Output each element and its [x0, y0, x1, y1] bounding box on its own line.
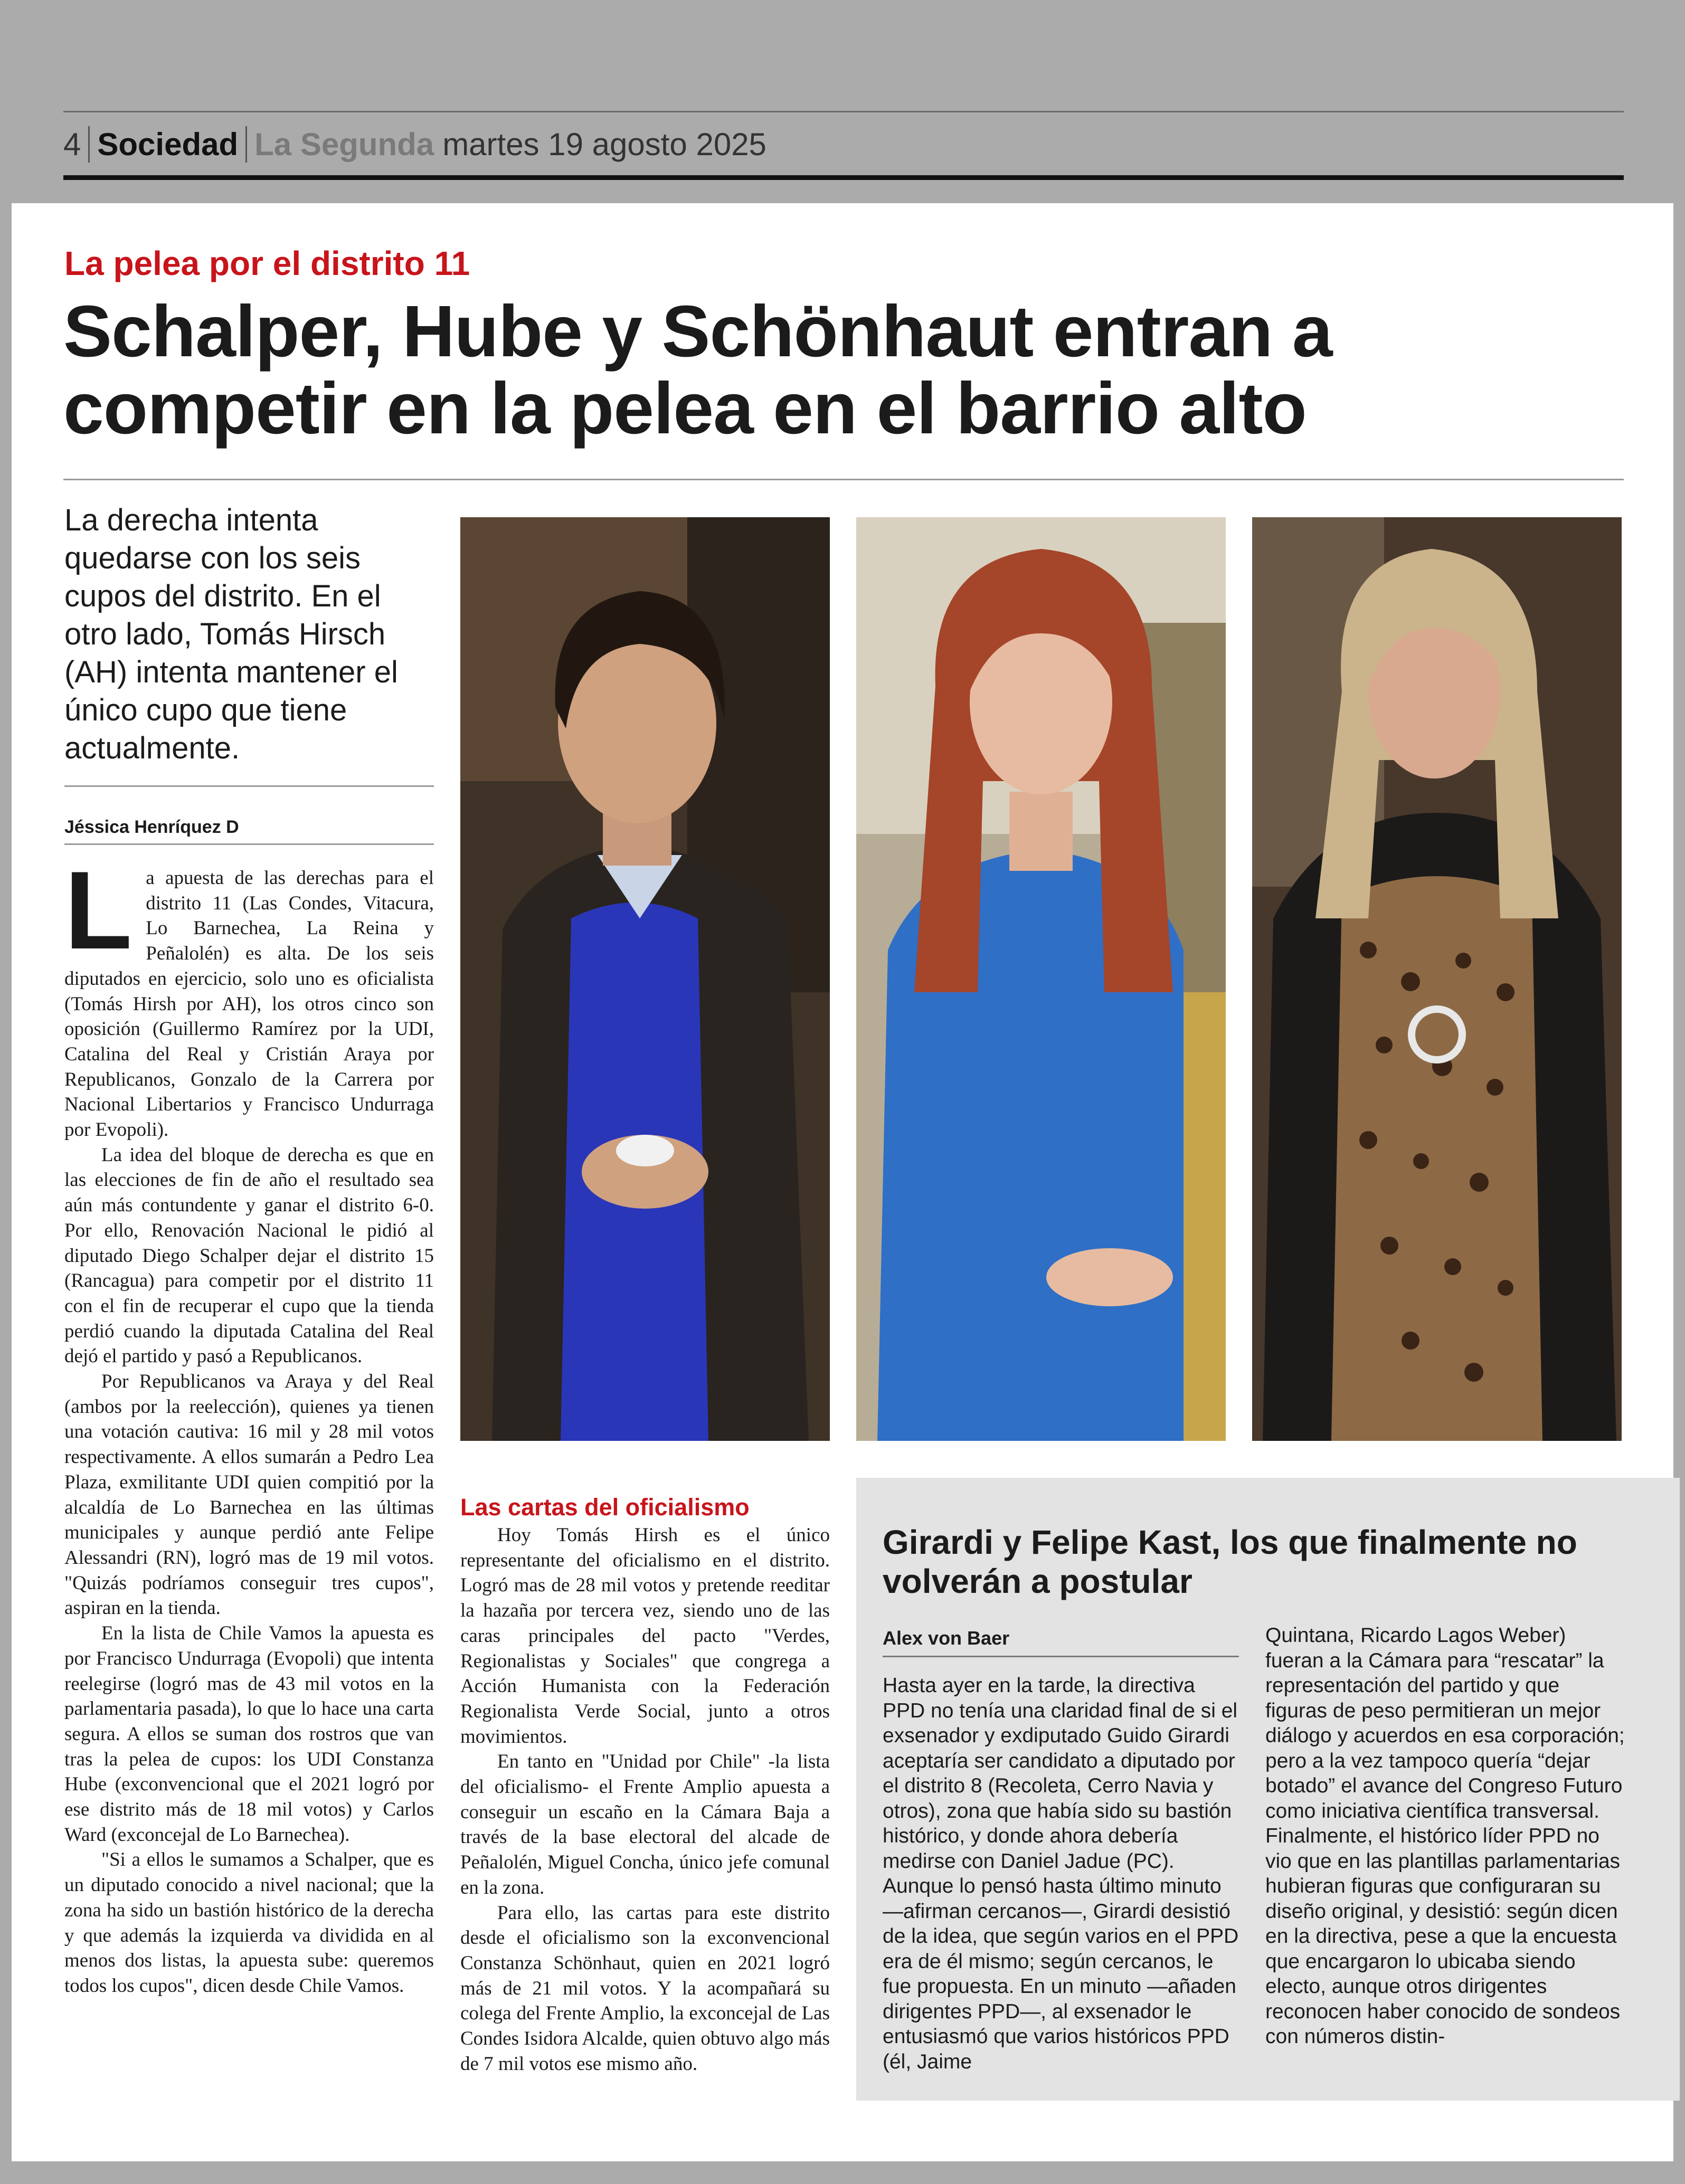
box-byline: Alex von Baer — [883, 1627, 1010, 1649]
article-headline: Schalper, Hube y Schönhaut entran a competir en la pelea en el barrio alto — [63, 291, 1332, 449]
page-number: 4 — [63, 126, 90, 163]
article-column-2 — [460, 1523, 830, 2076]
paragraph: En la lista de Chile Vamos la apuesta es por Francisco Undurraga (Evopoli) que intenta reelegirse (logró mas de 43 mil votos en la parlamentaria pasada), lo que lo hace una carta segura. A ellos se suman dos rostros que van tras la pelea de cupos: los UDI Constanza Hube (exconvencional que el 2021 logró por ese distrito más de 18 mil votos) y Carlos Ward (exconcejal de Lo Barnechea). — [64, 1622, 434, 1846]
header-bottom-rule — [63, 175, 1624, 180]
byline-rule — [64, 843, 434, 845]
paragraph: Finalmente, el histórico líder PPD no vio que en las plantillas parlamentarias hubieran figuras que configuraran su diseño original, y desistió: según dicen en la directiva, pese a que la encuesta que encargaron lo ubicaba siendo electo, aunque otros dirigentes reconocen haber conocido de sondeos con números distin- — [1265, 1825, 1621, 2048]
paragraph: La idea del bloque de derecha es que en las elecciones de fin de año el resultado sea aún más contundente y ganar el distrito 6-0. Por ello, Renovación Nacional le pidió al diputado Diego Schalper dejar el distrito 15 (Rancagua) para competir por el distrito 11 con el fin de recuperar el cupo que la tienda perdió cuando la diputada Catalina del Real dejó el partido y pasó a Republicanos. — [64, 1144, 434, 1368]
header-top-rule — [63, 111, 1624, 112]
paragraph: "Si a ellos le sumamos a Schalper, que es un diputado conocido a nivel nacional; que la zona ha sido un bastión histórico de la derecha y que además la izquierda va dividida en al menos dos listas, la apuesta sube: queremos todos los cupos", dicen desde Chile Vamos. — [64, 1849, 434, 1997]
lede-rule — [64, 785, 434, 787]
newspaper-name: La Segunda — [254, 126, 434, 162]
paragraph: Por Republicanos va Araya y del Real (ambos por la reelección), quienes ya tienen una votación cautiva: 16 mil y 28 mil votos respectivamente. A ellos sumarán a Pedro Lea Plaza, exmilitante UDI quien compitió por la alcaldía de Lo Barnechea en las últimas municipales y aunque perdió ante Felipe Alessandri (RN), logró mas de 19 mil votos. "Quizás podríamos conseguir tres cupos", aspiran en la tienda. — [64, 1371, 434, 1619]
article-column-1 — [64, 848, 434, 1999]
paragraph: Hasta ayer en la tarde, la directiva PPD no tenía una claridad final de si el exsenador y exdiputado Guido Girardi aceptaría ser candidato a diputado por el distrito 8 (Recoleta, Cerro Navia y otros), zona que había sido su bastión histórico, y donde ahora debería medirse con Daniel Jadue (PC). Aunque lo pensó hasta último minuto —afirman cercanos—, Girardi desistió de la idea, que según varios en el PPD era de él mismo; según cercanos, le fue propuesta. En un minuto —añaden dirigentes PPD—, al exsenador le entusiasmó que varios históricos PPD (él, Jaime — [883, 1674, 1239, 2073]
man-photo — [460, 517, 830, 1441]
woman-red-hair-photo — [856, 517, 1226, 1441]
paragraph: Hoy Tomás Hirsh es el único representante del oficialismo en el distrito. Logró mas de 28 mil votos y pretende reeditar la hazaña por tercera vez, siendo uno de las caras principales del pacto "Verdes, Regionalistas y Sociales" que congrega a Acción Humanista con la Federación Regionalista Verde Social, junto a otros movimientos. — [460, 1524, 830, 1748]
section-name: Sociedad — [90, 126, 247, 163]
paragraph: En tanto en "Unidad por Chile" -la lista del oficialismo- el Frente Amplio apuesta a conseguir un escaño en la Cámara Baja a través de la base electoral del alcade de Peñalolén, Miguel Concha, único jefe comunal en la zona. — [460, 1751, 830, 1898]
box-column-1 — [883, 1673, 1242, 2074]
paragraph: Quintana, Ricardo Lagos Weber) fueran a la Cámara para “rescatar” la representación del partido y que figuras de peso permitieran un mejor diálogo y acuerdos en esa corporación; pero a la vez tampoco quería “dejar botado” el avance del Congreso Futuro como iniciativa científica transversal. — [1265, 1624, 1625, 1822]
box-column-2 — [1265, 1623, 1627, 2049]
article-byline: Jéssica Henríquez D — [64, 817, 239, 837]
box-title: Girardi y Felipe Kast, los que finalmente no volverán a postular — [883, 1523, 1577, 1600]
paragraph: Para ello, las cartas para este distrito desde el oficialismo son la exconvencional Constanza Schönhaut, quien en 2021 logró más de 21 mil votos. Y la acompañará su colega del Frente Amplio, la exconcejal de Las Condes Isidora Alcalde, quien obtuvo algo más de 7 mil votos ese mismo año. — [460, 1902, 830, 2075]
box-byline-rule — [883, 1656, 1239, 1657]
dropcap: L — [64, 848, 132, 972]
woman-blonde-photo — [1252, 517, 1622, 1441]
subheading: Las cartas del oficialismo — [460, 1494, 750, 1521]
publication-date: martes 19 agosto 2025 — [442, 126, 766, 162]
page-header — [63, 111, 1624, 179]
headline-rule — [63, 479, 1624, 480]
article-lede: La derecha intenta quedarse con los seis cupos del distrito. En el otro lado, Tomás Hirsch (AH) intenta mantener el único cupo que tiene actualmente. — [64, 503, 398, 765]
paragraph: La apuesta de las derechas para el distrito 11 (Las Condes, Vitacura, Lo Barnechea, La Reina y Peñalolén) es alta. De los seis diputados en ejercicio, solo uno es oficialista (Tomás Hirsh por AH), los otros cinco son oposición (Guillermo Ramírez por la UDI, Catalina del Real y Cristián Araya por Republicanos, Gonzalo de la Carrera por Nacional Libertarios y Francisco Undurraga por Evopoli). — [64, 848, 434, 1141]
article-kicker: La pelea por el distrito 11 — [64, 244, 470, 282]
